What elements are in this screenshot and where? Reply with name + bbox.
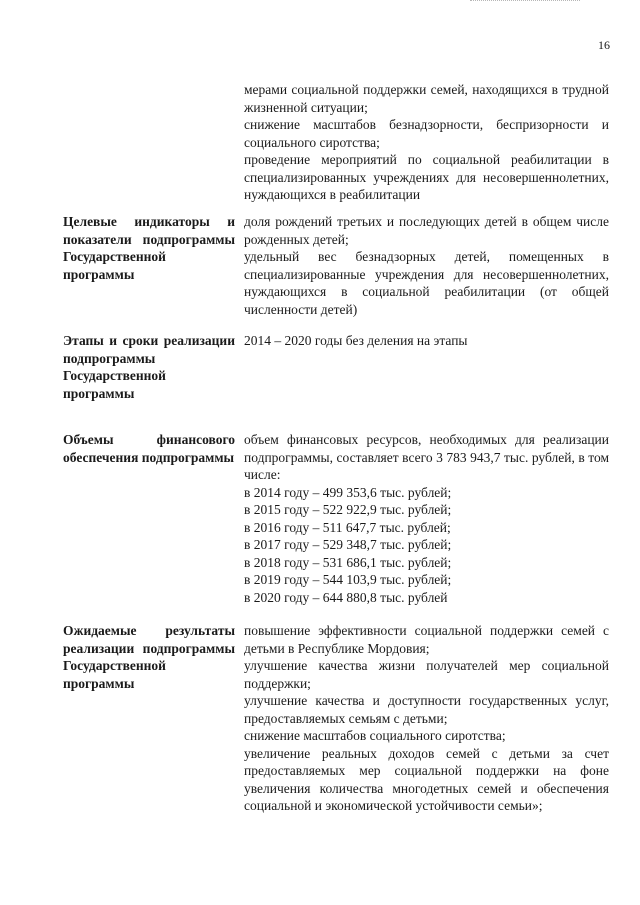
intro-item: проведение мероприятий по социальной реабилитации в специализированных учреждениях для несовершеннолетних, нуждающихся в реабилитации	[244, 152, 609, 202]
section-label-stages: Этапы и сроки реализации подпрограммы Государственной программы	[63, 333, 235, 401]
section-content-financing	[244, 431, 609, 606]
financing-year-item: в 2018 году – 531 686,1 тыс. рублей;	[244, 554, 452, 570]
section-content-expected-results	[244, 622, 609, 815]
financing-year-item: в 2015 году – 522 922,9 тыс. рублей;	[244, 502, 452, 517]
intro-continuation	[244, 81, 609, 204]
section-item: удельный вес безнадзорных детей, помещенных в специализированные учреждения для несовершеннолетних, нуждающихся в социальной реабилитации (от общей численности детей)	[244, 249, 609, 317]
section-item: снижение масштабов социального сиротства;	[244, 728, 506, 743]
section-label-target-indicators: Целевые индикаторы и показатели подпрограммы Государственной программы	[63, 214, 235, 282]
page-number: 16	[598, 38, 610, 52]
intro-item: снижение масштабов безнадзорности, беспризорности и социального сиротства;	[244, 117, 609, 150]
section-content-stages	[244, 332, 609, 350]
section-content-target-indicators	[244, 213, 609, 318]
section-label-financing: Объемы финансового обеспечения подпрограммы	[63, 432, 235, 465]
section-item: 2014 – 2020 годы без деления на этапы	[244, 333, 468, 348]
financing-year-item: в 2020 году – 644 880,8 тыс. рублей	[244, 589, 448, 605]
section-item: повышение эффективности социальной поддержки семей с детьми в Республике Мордовия;	[244, 623, 609, 656]
section-item: объем финансовых ресурсов, необходимых для реализации подпрограммы, составляет всего 3 783 943,7 тыс. рублей, в том числе:	[244, 432, 609, 482]
financing-year-item: в 2017 году – 529 348,7 тыс. рублей;	[244, 537, 452, 552]
financing-year-item: в 2016 году – 511 647,7 тыс. рублей;	[244, 519, 451, 535]
financing-year-item: в 2019 году – 544 103,9 тыс. рублей;	[244, 572, 452, 587]
section-label-expected-results: Ожидаемые результаты реализации подпрограммы Государственной программы	[63, 623, 235, 691]
intro-item: мерами социальной поддержки семей, находящихся в трудной жизненной ситуации;	[244, 82, 609, 115]
section-item: увеличение реальных доходов семей с детьми за счет предоставляемых мер социальной поддержки на фоне увеличения количества многодетных семей и обеспечения социальной и экономической устойчивости семьи»;	[244, 745, 609, 813]
section-item: улучшение качества и доступности государственных услуг, предоставляемых семьям с детьми;	[244, 693, 609, 726]
section-item: доля рождений третьих и последующих детей в общем числе рожденных детей;	[244, 214, 609, 247]
financing-year-item: в 2014 году – 499 353,6 тыс. рублей;	[244, 484, 452, 500]
section-item: улучшение качества жизни получателей мер социальной поддержки;	[244, 658, 609, 691]
scan-artifact	[470, 0, 580, 5]
